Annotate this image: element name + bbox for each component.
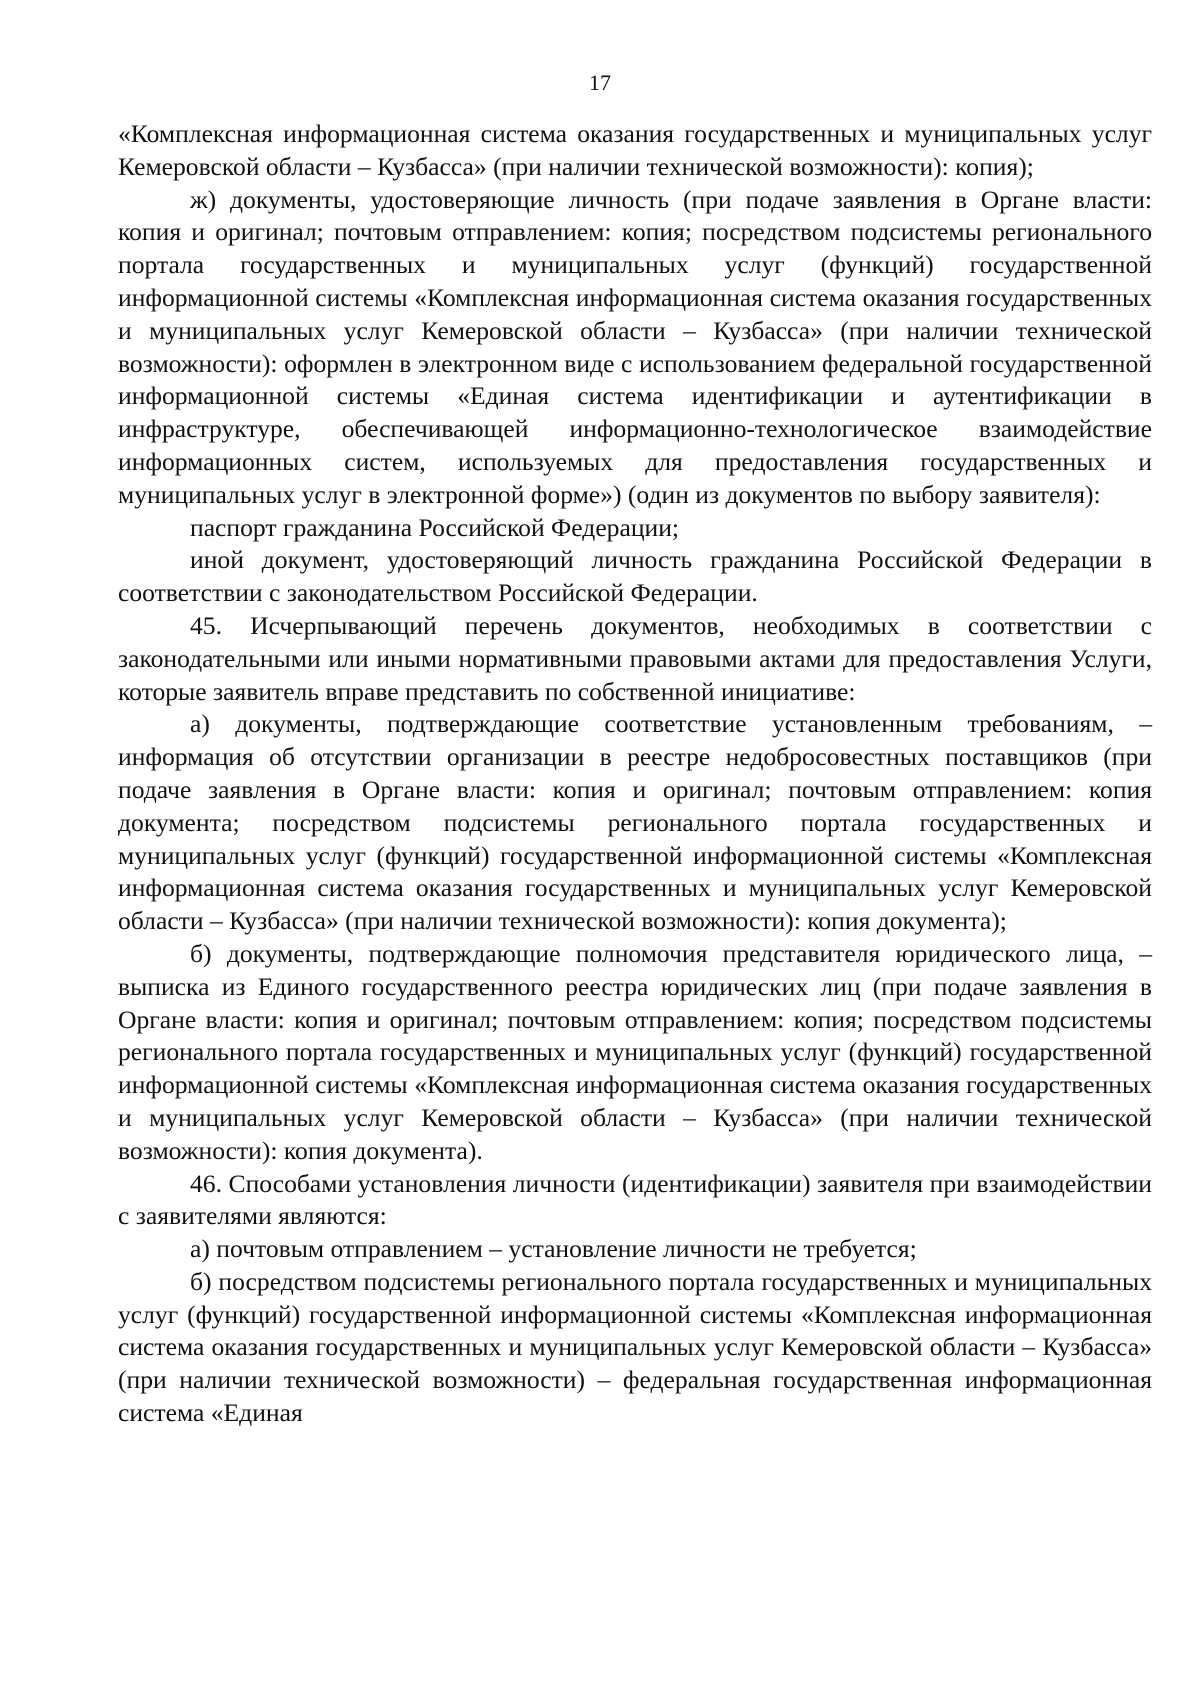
paragraph-item-b-46: б) посредством подсистемы регионального портала государственных и муниципальных услуг (функций) государственной информационной системы «Комплексная информационная система оказания государственных и муниципальных услуг Кемеровской области – Кузбасса» (при наличии технической возможности) – федеральная государственная информационная система «Единая	[118, 1266, 1152, 1428]
paragraph-continuation: «Комплексная информационная система оказания государственных и муниципальных услуг Кемеровской области – Кузбасса» (при наличии технической возможности): копия);	[118, 119, 1152, 181]
paragraph-item-a-46: а) почтовым отправлением – установление личности не требуется;	[190, 1234, 917, 1264]
page-number: 17	[589, 70, 611, 95]
paragraph-item-a-45: а) документы, подтверждающие соответствие установленным требованиям, – информация об отсутствии организации в реестре недобросовестных поставщиков (при подаче заявления в Органе власти: копия и оригинал; почтовым отправлением: копия документа; посредством подсистемы регионального портала государственных и муниципальных услуг (функций) государственной информационной системы «Комплексная информационная система оказания государственных и муниципальных услуг Кемеровской области – Кузбасса» (при наличии технической возможности): копия документа);	[118, 709, 1152, 936]
paragraph-item-b-45: б) документы, подтверждающие полномочия представителя юридического лица, – выписка из Единого государственного реестра юридических лиц (при подаче заявления в Органе власти: копия и оригинал; почтовым отправлением: копия; посредством подсистемы регионального портала государственных и муниципальных услуг (функций) государственной информационной системы «Комплексная информационная система оказания государственных и муниципальных услуг Кемеровской области – Кузбасса» (при наличии технической возможности): копия документа).	[118, 938, 1152, 1165]
paragraph-item-zh: ж) документы, удостоверяющие личность (при подаче заявления в Органе власти: копия и оригинал; почтовым отправлением: копия; посредством подсистемы регионального портала государственных и муниципальных услуг (функций) государственной информационной системы «Комплексная информационная система оказания государственных и муниципальных услуг Кемеровской области – Кузбасса» (при наличии технической возможности): оформлен в электронном виде с использованием федеральной государственной информационной системы «Единая система идентификации и аутентификации в инфраструктуре, обеспечивающей информационно-технологическое взаимодействие информационных систем, используемых для предоставления государственных и муниципальных услуг в электронной форме») (один из документов по выбору заявителя):	[118, 184, 1152, 509]
document-body	[118, 118, 1152, 1430]
paragraph-section-45: 45. Исчерпывающий перечень документов, необходимых в соответствии с законодательными или иными нормативными правовыми актами для предоставления Услуги, которые заявитель вправе представить по собственной инициативе:	[118, 610, 1152, 706]
paragraph-passport: паспорт гражданина Российской Федерации;	[190, 512, 680, 542]
paragraph-other-document: иной документ, удостоверяющий личность гражданина Российской Федерации в соответствии с законодательством Российской Федерации.	[118, 545, 1152, 608]
paragraph-section-46: 46. Способами установления личности (идентификации) заявителя при взаимодействии с заявителями являются:	[118, 1168, 1152, 1231]
